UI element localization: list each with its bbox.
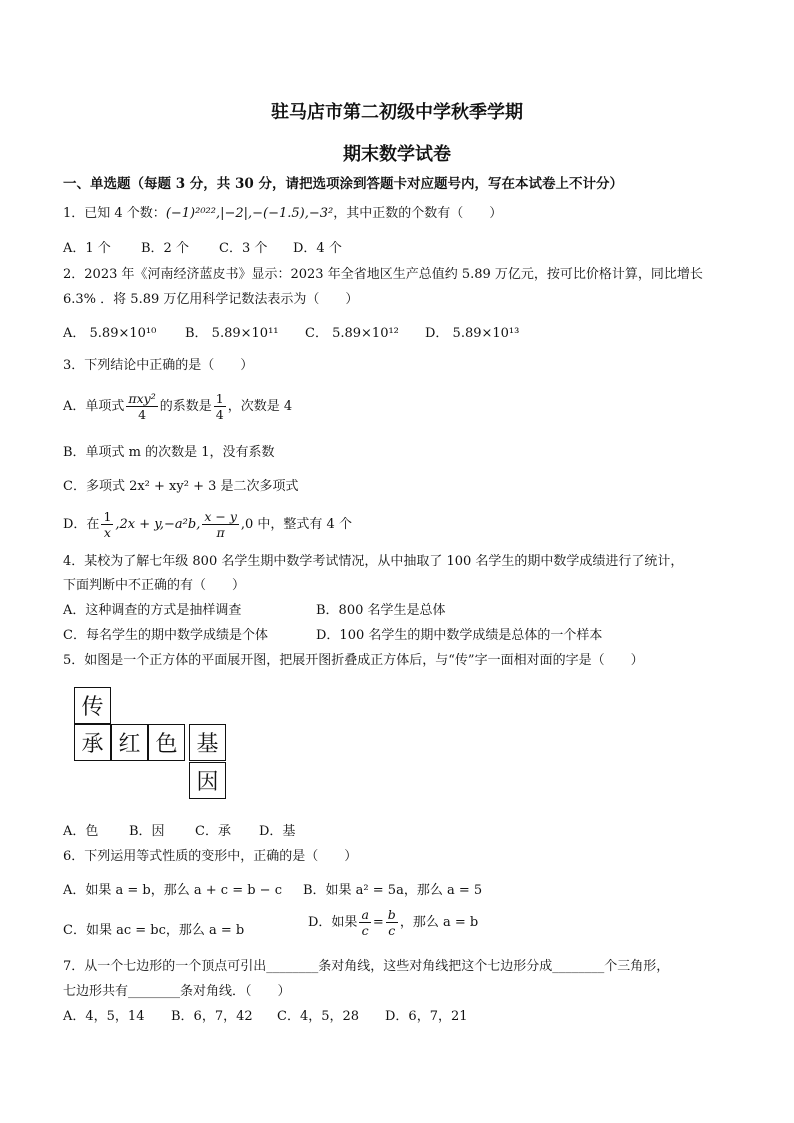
q5-option-c[interactable]: C．承	[195, 824, 231, 839]
q6-d-fraction2	[386, 907, 398, 938]
q2-option-a[interactable]: A． 5.89×10¹⁰	[63, 326, 157, 341]
q6-d-fraction1	[359, 907, 370, 938]
q3-d-f2-num: x − y	[204, 509, 237, 524]
net-cell-yin: 因	[189, 762, 226, 799]
question-2-line2: 6.3% ．将 5.89 万亿用科学记数法表示为（ ）	[63, 292, 359, 307]
q7-option-d[interactable]: D．6，7，21	[385, 1009, 468, 1024]
q3-option-a[interactable]	[63, 390, 292, 424]
exam-title-line1: 驻马店市第二初级中学秋季学期	[271, 102, 523, 123]
q4-option-b[interactable]: B．800 名学生是总体	[316, 603, 446, 618]
q6-d-f1-num: a	[361, 907, 369, 922]
q6-option-c[interactable]: C．如果 ac = bc，那么 a = b	[63, 923, 245, 938]
q1-math: (−1)²⁰²²,|−2|,−(−1.5),−3²	[165, 206, 334, 221]
question-2-line1: 2．2023 年《河南经济蓝皮书》显示：2023 年全省地区生产总值约 5.89 万亿元，按可比价格计算，同比增长	[63, 267, 703, 282]
net-cell-cheng: 承	[74, 724, 111, 761]
question-4-line1: 4．某校为了解七年级 800 名学生期中数学考试情况，从中抽取了 100 名学生的期中数学成绩进行了统计，	[63, 554, 684, 569]
q3-a-prefix: A．单项式	[63, 399, 125, 414]
net-cell-hong: 红	[111, 724, 148, 761]
question-5-stem: 5．如图是一个正方体的平面展开图，把展开图折叠成正方体后，与“传”字一面相对面的字是（ ）	[63, 653, 644, 668]
q7-option-c[interactable]: C．4，5，28	[277, 1009, 360, 1024]
q5-option-d[interactable]: D．基	[259, 824, 296, 839]
q3-a-suffix: ，次数是 4	[227, 399, 293, 414]
question-7-line1: 7．从一个七边形的一个顶点可引出________条对角线，这些对角线把这个七边形分成________个三角形，	[63, 959, 670, 974]
q6-d-f2-den: c	[388, 923, 396, 938]
q6-option-b[interactable]: B．如果 a² = 5a，那么 a = 5	[303, 883, 483, 898]
q6-d-suffix: ，那么 a = b	[399, 915, 479, 930]
q1-prefix: 1．已知 4 个数：	[63, 206, 166, 221]
q6-d-f2-num: b	[387, 907, 396, 922]
q2-option-d[interactable]: D． 5.89×10¹³	[425, 326, 520, 341]
q3-a-coef-num: 1	[215, 391, 224, 406]
q6-option-d[interactable]	[308, 906, 478, 940]
q3-a-coef-den: 4	[215, 407, 224, 422]
question-4-line2: 下面判断中不正确的有（ ）	[63, 578, 246, 593]
q5-option-a[interactable]: A．色	[63, 824, 99, 839]
q7-option-a[interactable]: A．4，5，14	[63, 1009, 145, 1024]
net-cell-ji: 基	[189, 724, 226, 761]
q2-option-b[interactable]: B． 5.89×10¹¹	[185, 326, 279, 341]
q3-a-mid: 的系数是	[159, 399, 212, 414]
q1-suffix: ，其中正数的个数有（ ）	[333, 206, 503, 221]
q1-option-d[interactable]: D．4 个	[293, 241, 342, 256]
q3-d-f1-num: 1	[103, 509, 112, 524]
q3-d-fraction2	[202, 509, 239, 540]
q6-d-f1-den: c	[361, 923, 369, 938]
q3-d-fraction1	[101, 509, 113, 540]
question-7-line2: 七边形共有________条对角线．（ ）	[63, 984, 291, 999]
q4-option-d[interactable]: D．100 名学生的期中数学成绩是总体的一个样本	[316, 628, 603, 643]
q3-option-b[interactable]: B．单项式 m 的次数是 1，没有系数	[63, 445, 275, 460]
net-cell-chuan: 传	[74, 687, 111, 724]
q3-d-f2-den: π	[216, 525, 225, 540]
q3-option-d[interactable]	[63, 508, 352, 542]
net-cell-se: 色	[148, 724, 185, 761]
q3-a-den: 4	[138, 407, 147, 422]
question-6-stem: 6．下列运用等式性质的变形中，正确的是（ ）	[63, 849, 358, 864]
q7-option-b[interactable]: B．6，7，42	[171, 1009, 253, 1024]
q4-option-a[interactable]: A．这种调查的方式是抽样调查	[63, 603, 242, 618]
q5-option-b[interactable]: B．因	[129, 824, 165, 839]
q3-d-mid: ,2x + y,−a²b,	[115, 517, 201, 532]
q3-d-f1-den: x	[103, 525, 111, 540]
q2-option-c[interactable]: C． 5.89×10¹²	[305, 326, 399, 341]
q3-d-suffix: ,0 中，整式有 4 个	[240, 517, 352, 532]
q1-option-c[interactable]: C．3 个	[219, 241, 268, 256]
q4-option-c[interactable]: C．每名学生的期中数学成绩是个体	[63, 628, 268, 643]
q6-option-a[interactable]: A．如果 a = b，那么 a + c = b − c	[63, 883, 282, 898]
q3-option-c[interactable]: C．多项式 2x² + xy² + 3 是二次多项式	[63, 479, 299, 494]
question-1-stem	[63, 205, 502, 223]
q6-d-eq: =	[372, 915, 384, 930]
exam-title-line2: 期末数学试卷	[343, 144, 451, 165]
q3-a-coef-fraction	[214, 391, 226, 422]
question-3-stem: 3．下列结论中正确的是（ ）	[63, 358, 254, 373]
section-heading: 一、单选题（每题 3 分，共 30 分，请把选项涂到答题卡对应题号内，写在本试卷上不计分）	[63, 176, 623, 192]
q1-option-b[interactable]: B．2 个	[141, 241, 189, 256]
q3-a-num: πxy²	[128, 391, 156, 406]
q6-d-prefix: D．如果	[308, 915, 358, 930]
q3-a-fraction	[126, 391, 157, 422]
q1-option-a[interactable]: A．1 个	[63, 241, 111, 256]
q3-d-prefix: D．在	[63, 517, 100, 532]
